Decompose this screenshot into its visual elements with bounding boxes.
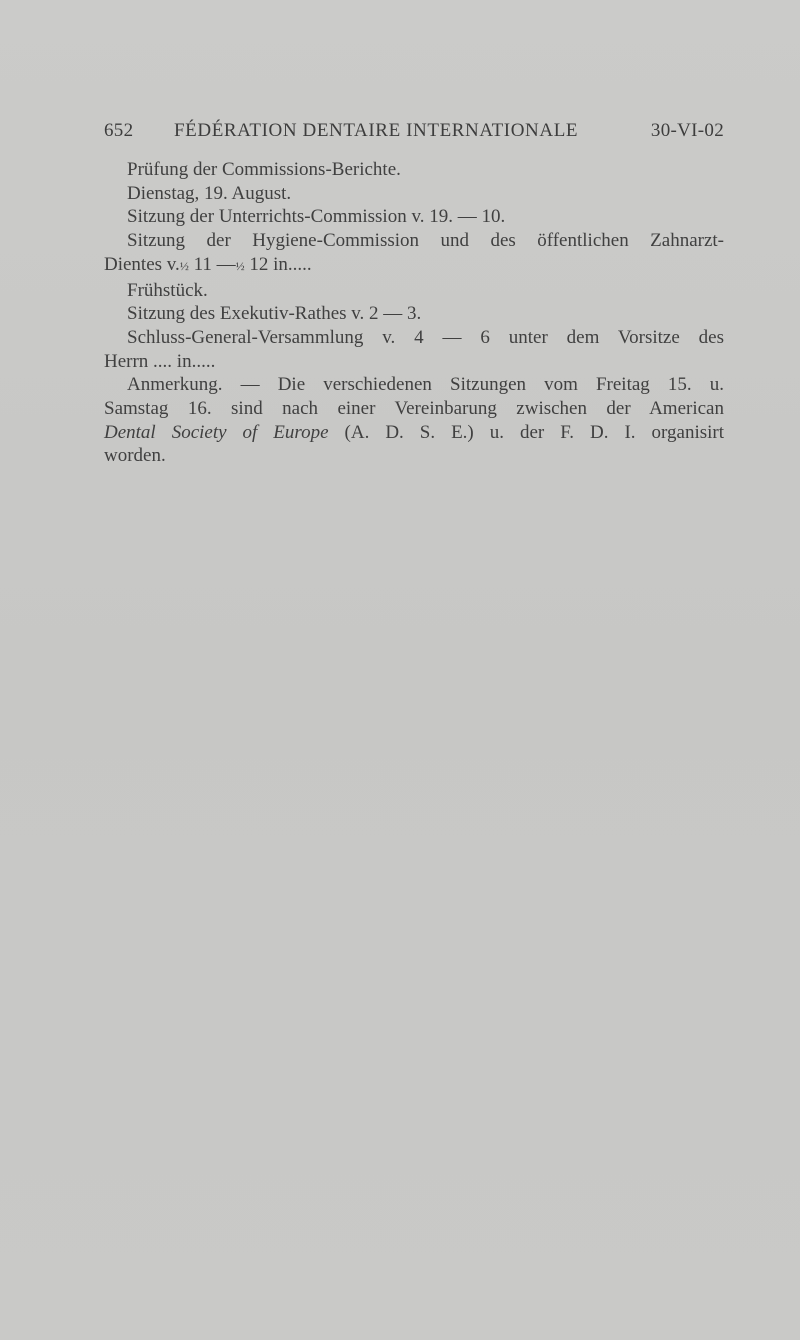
text-line: Sitzung der Hygiene-Commission und des öffentlichen Zahnarzt- (127, 230, 724, 252)
text-line: Samstag 16. sind nach einer Vereinbarung zwischen der American (104, 398, 724, 420)
body-text (104, 158, 724, 468)
page-number: 652 (104, 120, 134, 141)
italic-society-name: Dental Society of Europe (104, 421, 329, 443)
text-fragment: (A. D. S. E.) u. der F. D. I. organisirt (328, 421, 725, 443)
text-line: worden. (104, 445, 166, 467)
text-line: Prüfung der Commissions-Berichte. (127, 159, 401, 180)
text-fragment: Dientes v. (104, 253, 180, 275)
text-line: Dienstag, 19. August. (127, 182, 292, 204)
text-line (104, 253, 724, 279)
text-line: Schluss-General-Versammlung v. 4 — 6 unter dem Vorsitze des (127, 326, 724, 348)
running-header (104, 120, 724, 150)
text-line: Anmerkung. — Die verschiedenen Sitzungen vom Freitag 15. u. (127, 374, 724, 396)
text-fragment: 11 — (188, 253, 236, 275)
fraction: ½ (235, 258, 245, 273)
running-title: FÉDÉRATION DENTAIRE INTERNATIONALE (174, 120, 579, 141)
text-line: Sitzung des Exekutiv-Rathes v. 2 — 3. (127, 303, 422, 325)
text-line: Frühstück. (127, 279, 208, 301)
header-date: 30-VI-02 (650, 120, 724, 141)
fraction: ½ (179, 258, 189, 273)
text-line (104, 421, 724, 445)
text-line: Sitzung der Unterrichts-Commission v. 19. — 10. (127, 206, 506, 228)
text-fragment: 12 in..... (244, 253, 312, 275)
text-line: Herrn .... in..... (104, 350, 216, 372)
